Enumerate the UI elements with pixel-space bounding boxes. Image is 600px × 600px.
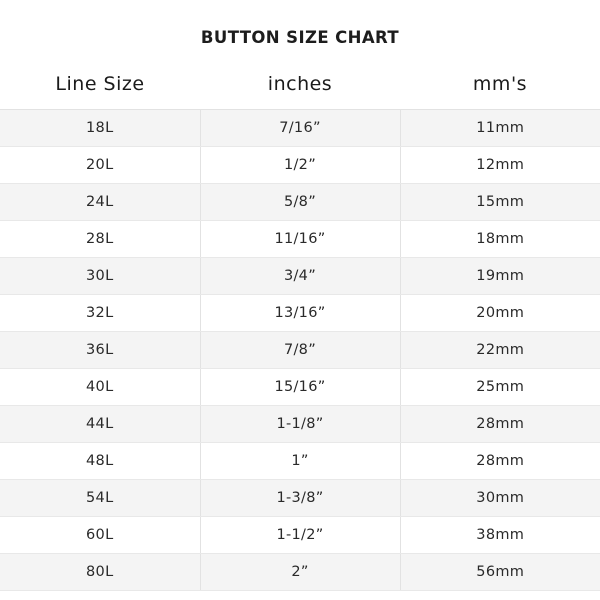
cell-inches: 7/8”	[200, 332, 400, 369]
cell-mm: 30mm	[400, 480, 600, 517]
table-row	[0, 110, 600, 147]
cell-inches: 1-3/8”	[200, 480, 400, 517]
cell-inches: 11/16”	[200, 221, 400, 258]
cell-line-size: 32L	[0, 295, 200, 332]
cell-mm: 28mm	[400, 443, 600, 480]
page-title: BUTTON SIZE CHART	[200, 28, 400, 47]
table-row	[0, 517, 600, 554]
table-row	[0, 554, 600, 591]
cell-inches: 3/4”	[200, 258, 400, 295]
table-row	[0, 184, 600, 221]
cell-line-size: 24L	[0, 184, 200, 221]
cell-mm: 22mm	[400, 332, 600, 369]
table-row	[0, 406, 600, 443]
table-row	[0, 221, 600, 258]
cell-line-size: 40L	[0, 369, 200, 406]
cell-line-size: 20L	[0, 147, 200, 184]
cell-mm: 25mm	[400, 369, 600, 406]
column-header-mm: mm's	[472, 73, 528, 95]
cell-line-size: 60L	[0, 517, 200, 554]
table-row	[0, 443, 600, 480]
cell-line-size: 48L	[0, 443, 200, 480]
cell-inches: 5/8”	[200, 184, 400, 221]
cell-inches: 2”	[200, 554, 400, 591]
cell-line-size: 28L	[0, 221, 200, 258]
cell-line-size: 80L	[0, 554, 200, 591]
table-header	[0, 67, 600, 110]
cell-line-size: 44L	[0, 406, 200, 443]
table-header-row	[0, 67, 600, 110]
cell-mm: 20mm	[400, 295, 600, 332]
cell-mm: 56mm	[400, 554, 600, 591]
table-row	[0, 369, 600, 406]
cell-mm: 18mm	[400, 221, 600, 258]
cell-inches: 1-1/8”	[200, 406, 400, 443]
cell-line-size: 54L	[0, 480, 200, 517]
cell-inches: 7/16”	[200, 110, 400, 147]
cell-mm: 19mm	[400, 258, 600, 295]
cell-mm: 38mm	[400, 517, 600, 554]
cell-inches: 1”	[200, 443, 400, 480]
table-row	[0, 147, 600, 184]
table-row	[0, 295, 600, 332]
cell-mm: 12mm	[400, 147, 600, 184]
cell-mm: 15mm	[400, 184, 600, 221]
table-body	[0, 110, 600, 591]
cell-inches: 1/2”	[200, 147, 400, 184]
cell-mm: 28mm	[400, 406, 600, 443]
cell-line-size: 18L	[0, 110, 200, 147]
column-header-inches: inches	[267, 73, 333, 95]
table-row	[0, 258, 600, 295]
size-chart-table	[0, 67, 600, 591]
table-row	[0, 332, 600, 369]
cell-line-size: 30L	[0, 258, 200, 295]
table-row	[0, 480, 600, 517]
cell-mm: 11mm	[400, 110, 600, 147]
column-header-line-size: Line Size	[55, 73, 145, 95]
cell-inches: 15/16”	[200, 369, 400, 406]
cell-inches: 1-1/2”	[200, 517, 400, 554]
cell-inches: 13/16”	[200, 295, 400, 332]
cell-line-size: 36L	[0, 332, 200, 369]
